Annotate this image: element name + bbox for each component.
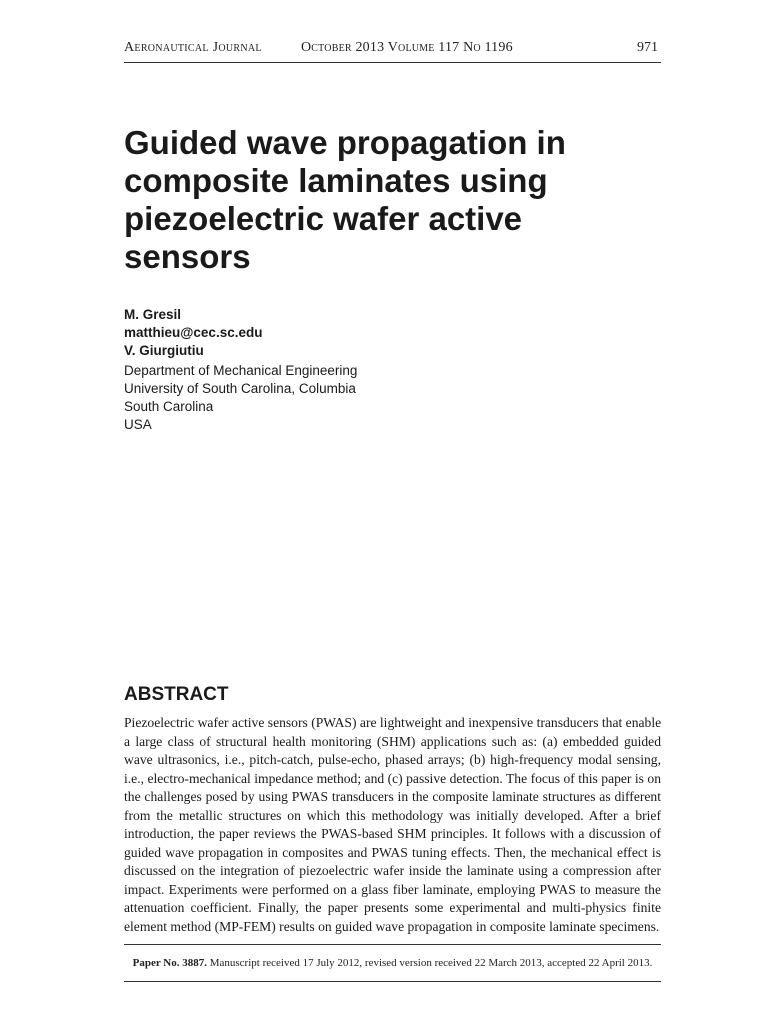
author-email[interactable]: matthieu@cec.sc.edu xyxy=(124,325,263,340)
affiliation-line: USA xyxy=(124,417,152,432)
abstract-line: a large class of structural health monitoring (SHM) applications such as: (a) embedded guided xyxy=(124,733,661,749)
abstract-line: introduction, the paper reviews the PWAS-based SHM principles. It follows with a discussion of xyxy=(124,826,661,841)
abstract-line: from the metallic structures on which this methodology was initially developed. After a brief xyxy=(124,807,661,823)
abstract-line: element method (MP-FEM) results on guided wave propagation in composite laminate specimens. xyxy=(124,918,660,934)
author-name: M. Gresil xyxy=(124,307,182,322)
journal-name: Aeronautical Journal xyxy=(124,40,262,55)
abstract-line: wave ultrasonics, i.e., pitch-catch, pulse-echo, phased arrays; (b) high-frequency modal sensing, xyxy=(124,752,661,767)
issue-info: October 2013 Volume 117 No 1196 xyxy=(301,40,513,55)
abstract-line: the challenges posed by using PWAS transducers in the composite laminate structures as different xyxy=(124,789,661,804)
paper-title xyxy=(124,124,644,276)
title-line: sensors xyxy=(124,238,251,275)
header-rule xyxy=(124,62,661,63)
affiliation xyxy=(124,362,544,434)
abstract-line: attenuation coefficient. Finally, the paper presents some experimental and multi-physics finite xyxy=(124,900,661,915)
abstract-line: impact. Experiments were performed on a glass fiber laminate, employing PWAS to measure the xyxy=(124,881,661,897)
affiliation-line: University of South Carolina, Columbia xyxy=(124,381,356,396)
manuscript-history: Manuscript received 17 July 2012, revised version received 22 March 2013, accepted 22 April 2013. xyxy=(209,957,653,969)
abstract-body xyxy=(124,714,661,936)
paper-number: Paper No. 3887. xyxy=(132,957,207,969)
footnote-rule-bottom xyxy=(124,981,661,982)
title-line: piezoelectric wafer active xyxy=(124,200,523,237)
abstract-line: i.e., electro-mechanical impedance method; and (c) passive detection. The focus of this paper is on xyxy=(124,770,661,786)
abstract-line: discussed on the integration of piezoelectric wafer inside the laminate using a compression after xyxy=(124,863,661,878)
paper-history-footnote xyxy=(124,957,661,969)
title-line: composite laminates using xyxy=(124,162,548,199)
affiliation-line: South Carolina xyxy=(124,399,214,414)
running-header xyxy=(124,40,660,60)
page-number: 971 xyxy=(637,40,658,55)
affiliation-line: Department of Mechanical Engineering xyxy=(124,363,358,378)
title-line: Guided wave propagation in xyxy=(124,124,566,161)
author-name: V. Giurgiutiu xyxy=(124,343,204,358)
abstract-heading: ABSTRACT xyxy=(124,684,229,705)
author-block xyxy=(124,306,544,434)
abstract-line: guided wave propagation in composites and PWAS tuning effects. Then, the mechanical effect is xyxy=(124,844,661,860)
footnote-rule-top xyxy=(124,944,661,945)
abstract-line: Piezoelectric wafer active sensors (PWAS) are lightweight and inexpensive transducers that enable xyxy=(124,715,662,730)
